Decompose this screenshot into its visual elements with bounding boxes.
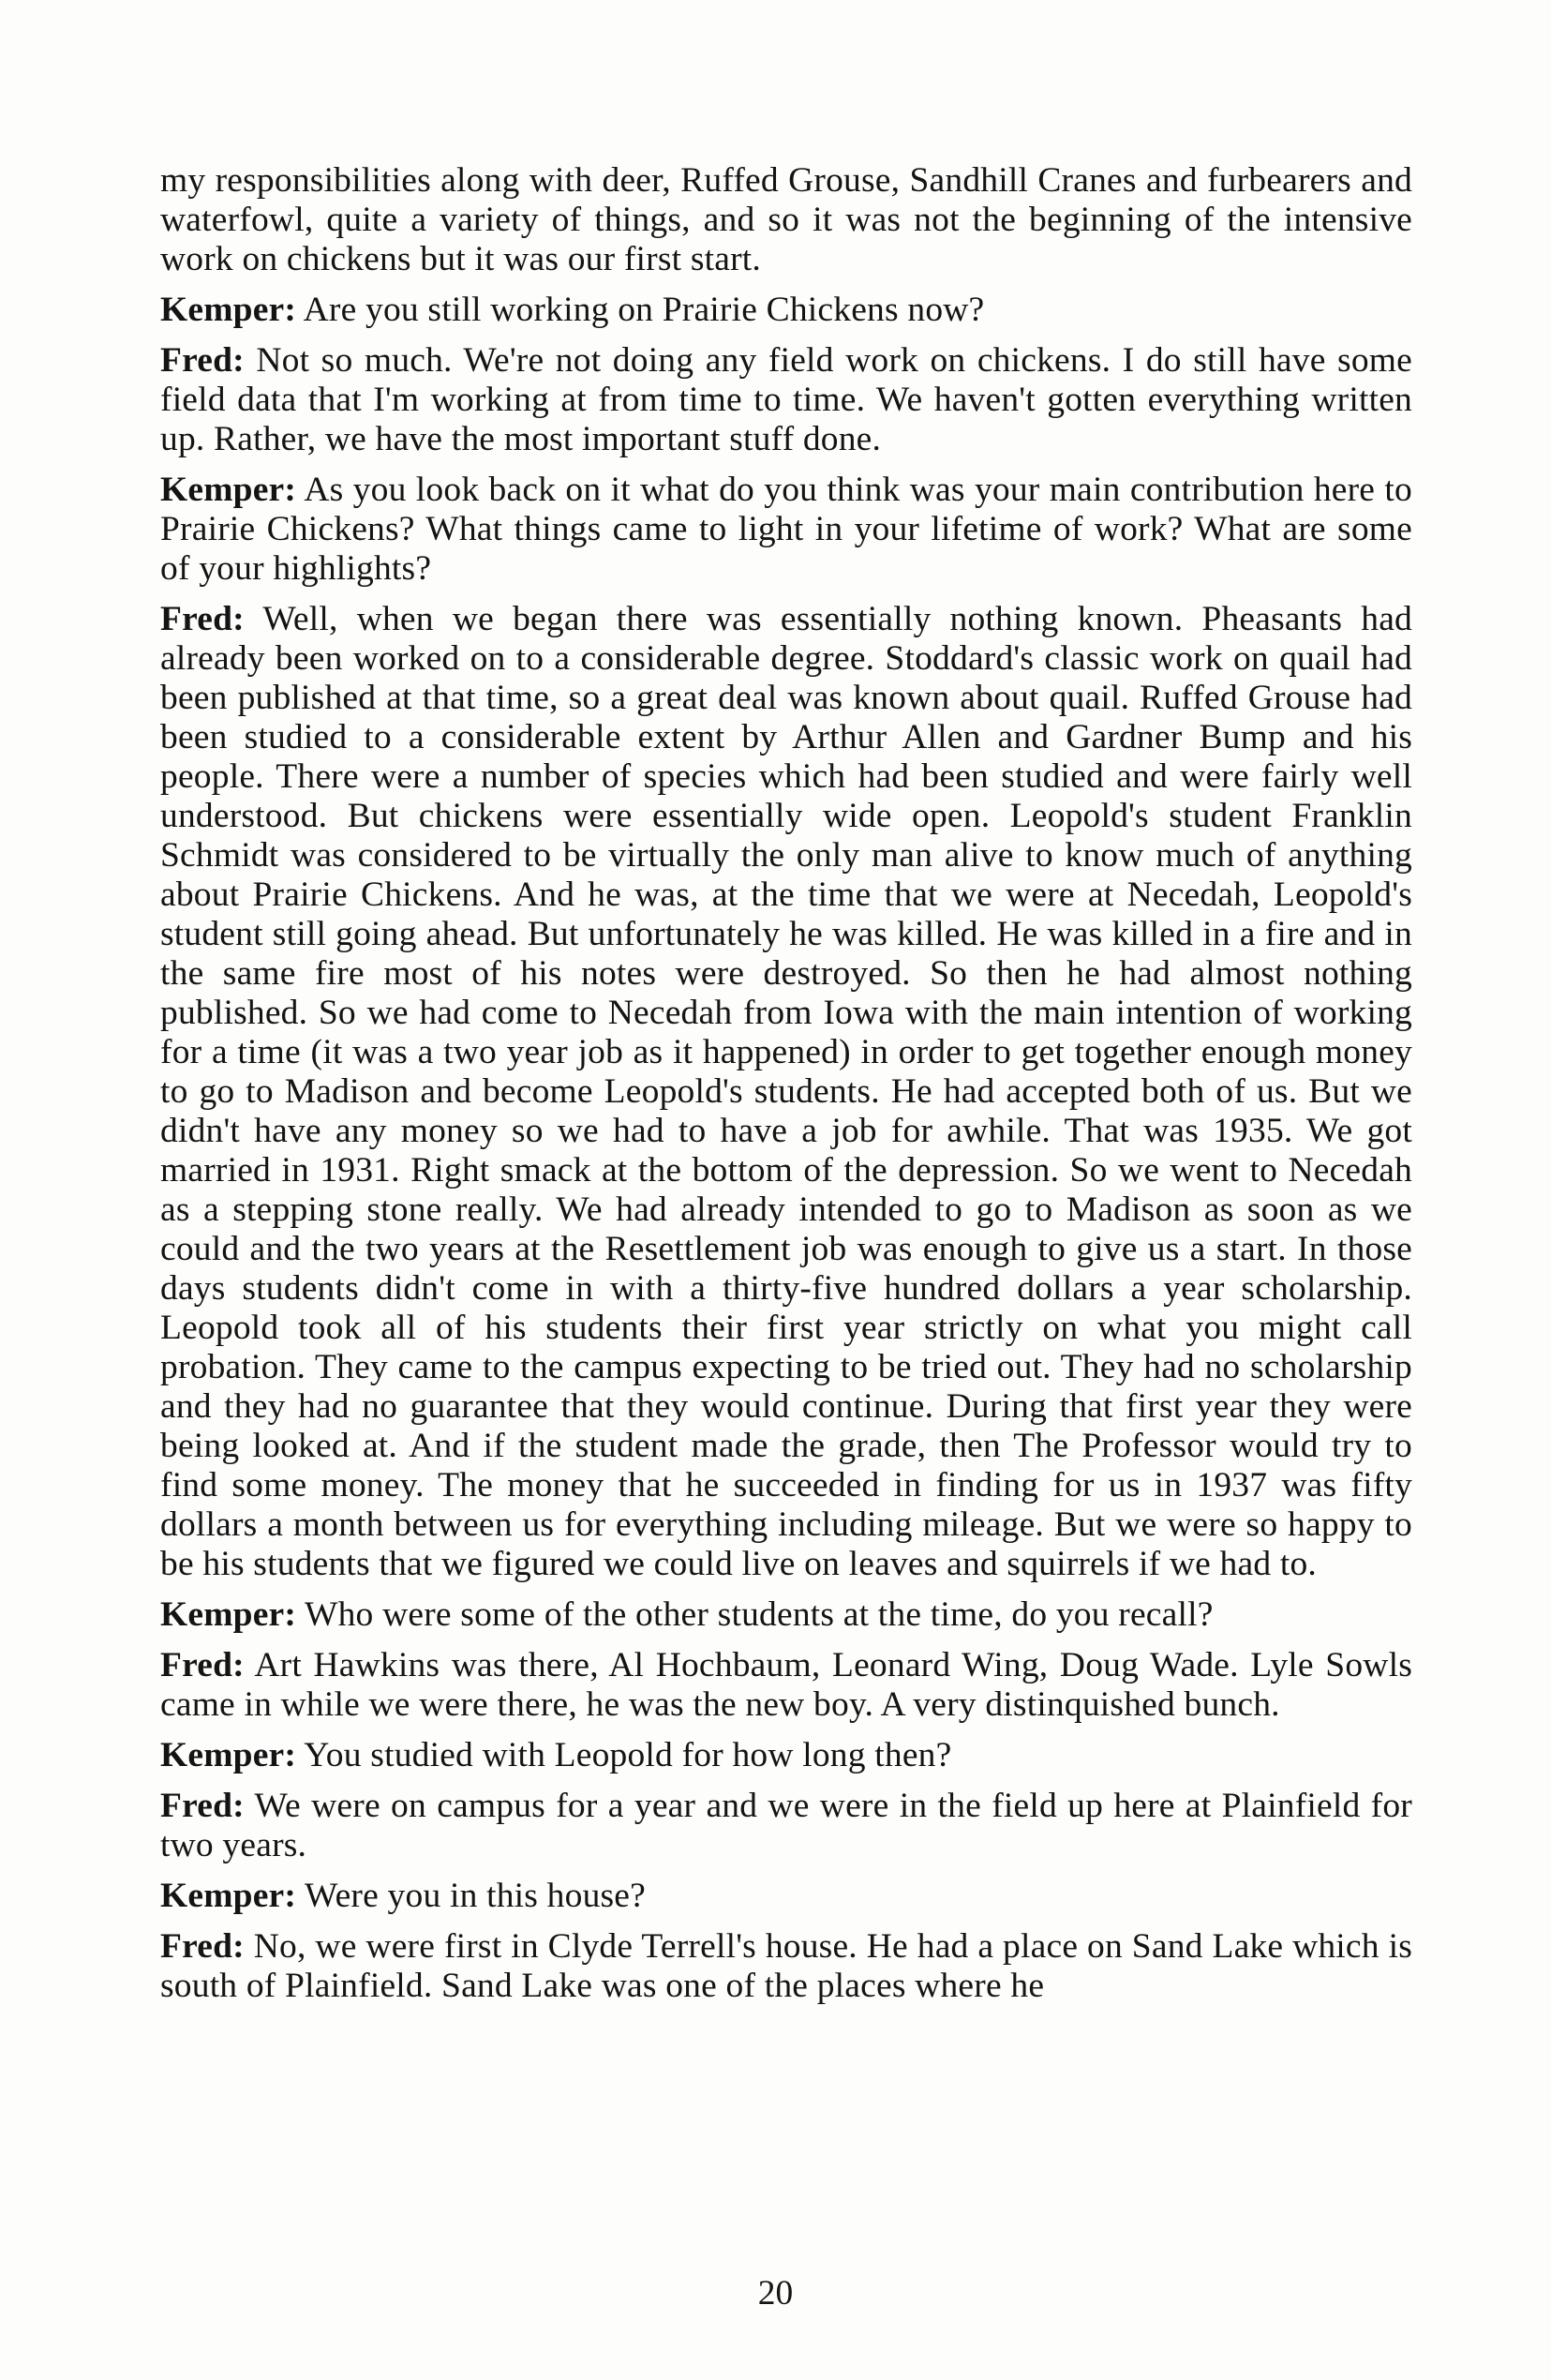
paragraph-text: You studied with Leopold for how long then? [304,1736,952,1774]
paragraph-fred-answer [160,341,1412,459]
paragraph-text: We were on campus for a year and we were in the field up here at Plainfield for two years. [160,1787,1412,1864]
paragraph-text: As you look back on it what do you think was your main contribution here to Prairie Chickens? What things came to light in your lifetime of work? What are some of your highlights? [160,471,1412,588]
paragraph-kemper-question [160,1877,1412,1916]
paragraph-kemper-question [160,471,1412,589]
speaker-label: Kemper: [160,471,297,509]
paragraph-fred-answer [160,1787,1412,1865]
paragraph-kemper-question [160,1595,1412,1635]
paragraph-text: No, we were first in Clyde Terrell's house. He had a place on Sand Lake which is south of Plainfield. Sand Lake was one of the places where he [160,1927,1412,2005]
speaker-label: Kemper: [160,291,297,329]
speaker-label: Fred: [160,1787,245,1825]
speaker-label: Kemper: [160,1736,297,1774]
speaker-label: Fred: [160,341,245,380]
paragraph-kemper-question [160,1736,1412,1775]
paragraph-text: Well, when we began there was essentially nothing known. Pheasants had already been worked on to a considerable degree. Stoddard's classic work on quail had been published at that time, so a great deal was known about quail. Ruffed Grouse had been studied to a considerable extent by Arthur Allen and Gardner Bump and his people. There were a number of species which had been studied and were fairly well understood. But chickens were essentially wide open. Leopold's student Franklin Schmidt was considered to be virtually the only man alive to know much of anything about Prairie Chickens. And he was, at the time that we were at Necedah, Leopold's student still going ahead. But unfortunately he was killed. He was killed in a fire and in the same fire most of his notes were destroyed. So then he had almost nothing published. So we had come to Necedah from Iowa with the main intention of working for a time (it was a two year job as it happened) in order to get together enough money to go to Madison and become Leopold's students. He had accepted both of us. But we didn't have any money so we had to have a job for awhile. That was 1935. We got married in 1931. Right smack at the bottom of the depression. So we went to Necedah as a stepping stone really. We had already intended to go to Madison as soon as we could and the two years at the Resettlement job was enough to give us a start. In those days students didn't come in with a thirty-five hundred dollars a year scholarship. Leopold took all of his students their first year strictly on what you might call probation. They came to the campus expecting to be tried out. They had no scholarship and they had no guarantee that they would continue. During that first year they were being looked at. And if the student made the grade, then The Professor would try to find some money. The money that he succeeded in finding for us in 1937 was fifty dollars a month between us for everything including mileage. But we were so happy to be his students that we figured we could live on leaves and squirrels if we had to. [160,600,1412,1583]
paragraph-text: Art Hawkins was there, Al Hochbaum, Leonard Wing, Doug Wade. Lyle Sowls came in while we were there, he was the new boy. A very distinquished bunch. [160,1646,1412,1724]
paragraph-text: Are you still working on Prairie Chickens now? [303,291,985,329]
paragraph-fred-answer [160,600,1412,1584]
paragraph-fred-answer [160,1646,1412,1725]
paragraph-fred-answer [160,1927,1412,2006]
speaker-label: Fred: [160,1646,245,1684]
speaker-label: Fred: [160,600,245,638]
paragraph-text: Were you in this house? [305,1877,646,1915]
paragraph-kemper-question [160,291,1412,330]
speaker-label: Fred: [160,1927,245,1966]
page-number: 20 [757,2274,794,2313]
speaker-label: Kemper: [160,1595,297,1634]
paragraph-continuation [160,161,1412,279]
speaker-label: Kemper: [160,1877,297,1915]
paragraph-text: my responsibilities along with deer, Ruffed Grouse, Sandhill Cranes and furbearers and waterfowl, quite a variety of things, and so it was not the beginning of the intensive work on chickens but it was our first start. [160,161,1412,278]
paragraph-text: Not so much. We're not doing any field work on chickens. I do still have some field data that I'm working at from time to time. We haven't gotten everything written up. Rather, we have the most important stuff done. [160,341,1412,458]
interview-transcript [160,161,1412,2017]
paragraph-text: Who were some of the other students at the time, do you recall? [305,1595,1214,1634]
